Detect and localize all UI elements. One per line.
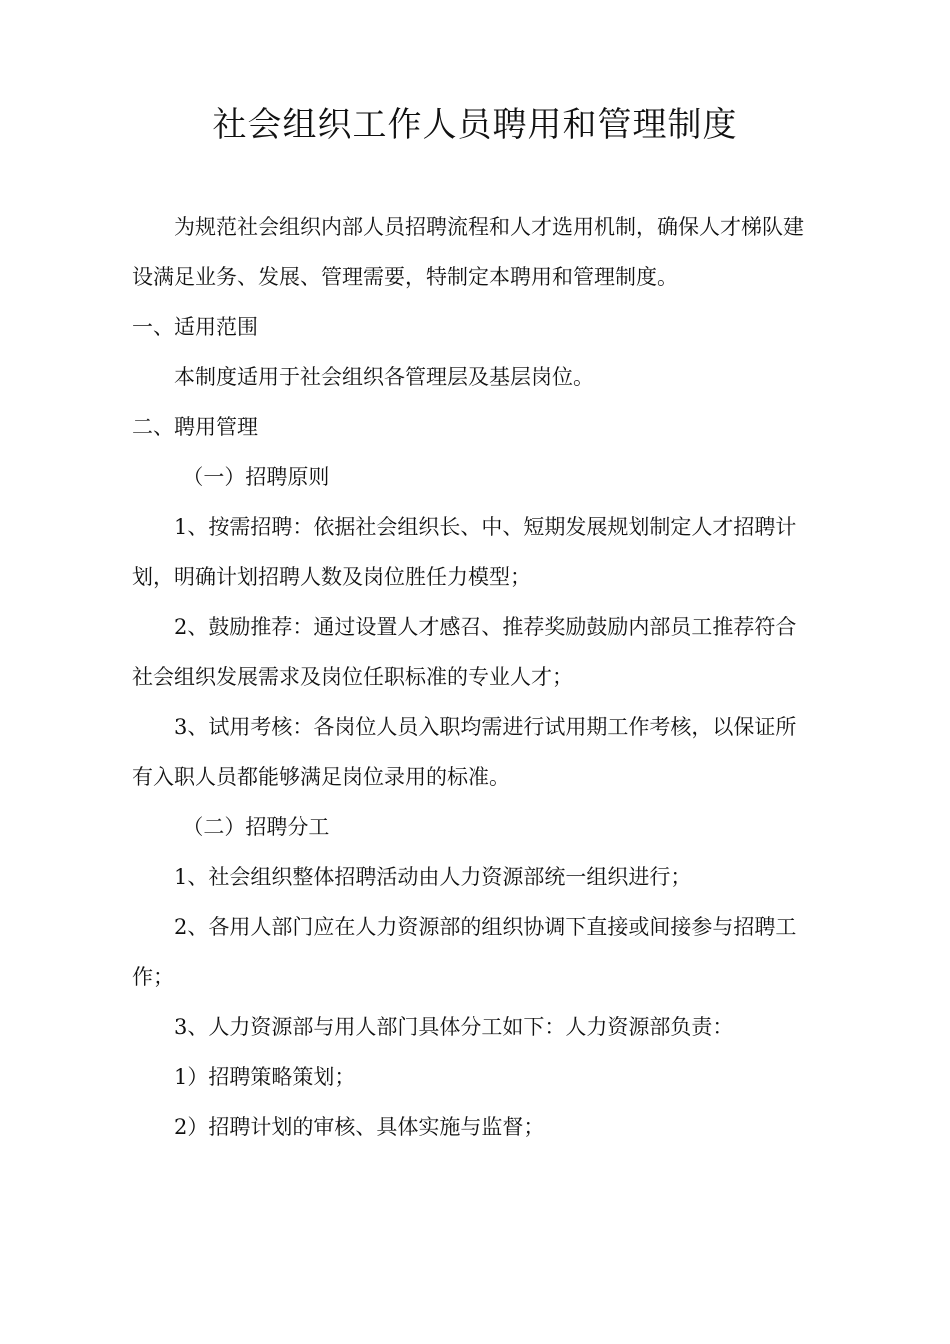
scope-paragraph: 本制度适用于社会组织各管理层及基层岗位。 [174, 365, 594, 389]
section-heading-scope: 一、适用范围 [132, 315, 258, 339]
subsection-heading-principles: （一）招聘原则 [182, 465, 330, 489]
document-title: 社会组织工作人员聘用和管理制度 [212, 105, 738, 145]
subsection-heading-division: （二）招聘分工 [182, 815, 330, 839]
principle-item-2: 2、鼓励推荐：通过设置人才感召、推荐奖励鼓励内部员工推荐符合社会组织发展需求及岗位任职标准的专业人才； [132, 615, 797, 689]
section-heading-employment: 二、聘用管理 [132, 415, 258, 439]
principle-item-1: 1、按需招聘：依据社会组织长、中、短期发展规划制定人才招聘计划，明确计划招聘人数及岗位胜任力模型； [132, 515, 797, 589]
division-item-3: 3、人力资源部与用人部门具体分工如下：人力资源部负责： [174, 1015, 734, 1039]
intro-paragraph: 为规范社会组织内部人员招聘流程和人才选用机制，确保人才梯队建设满足业务、发展、管理需要，特制定本聘用和管理制度。 [132, 215, 804, 289]
division-item-2: 2、各用人部门应在人力资源部的组织协调下直接或间接参与招聘工作； [132, 915, 797, 989]
document-body [132, 202, 816, 1152]
principle-item-3: 3、试用考核：各岗位人员入职均需进行试用期工作考核，以保证所有入职人员都能够满足岗位录用的标准。 [132, 715, 797, 789]
hr-duty-item-2: 2）招聘计划的审核、具体实施与监督； [174, 1115, 545, 1139]
division-item-1: 1、社会组织整体招聘活动由人力资源部统一组织进行； [174, 865, 692, 889]
hr-duty-item-1: 1）招聘策略策划； [174, 1065, 356, 1089]
